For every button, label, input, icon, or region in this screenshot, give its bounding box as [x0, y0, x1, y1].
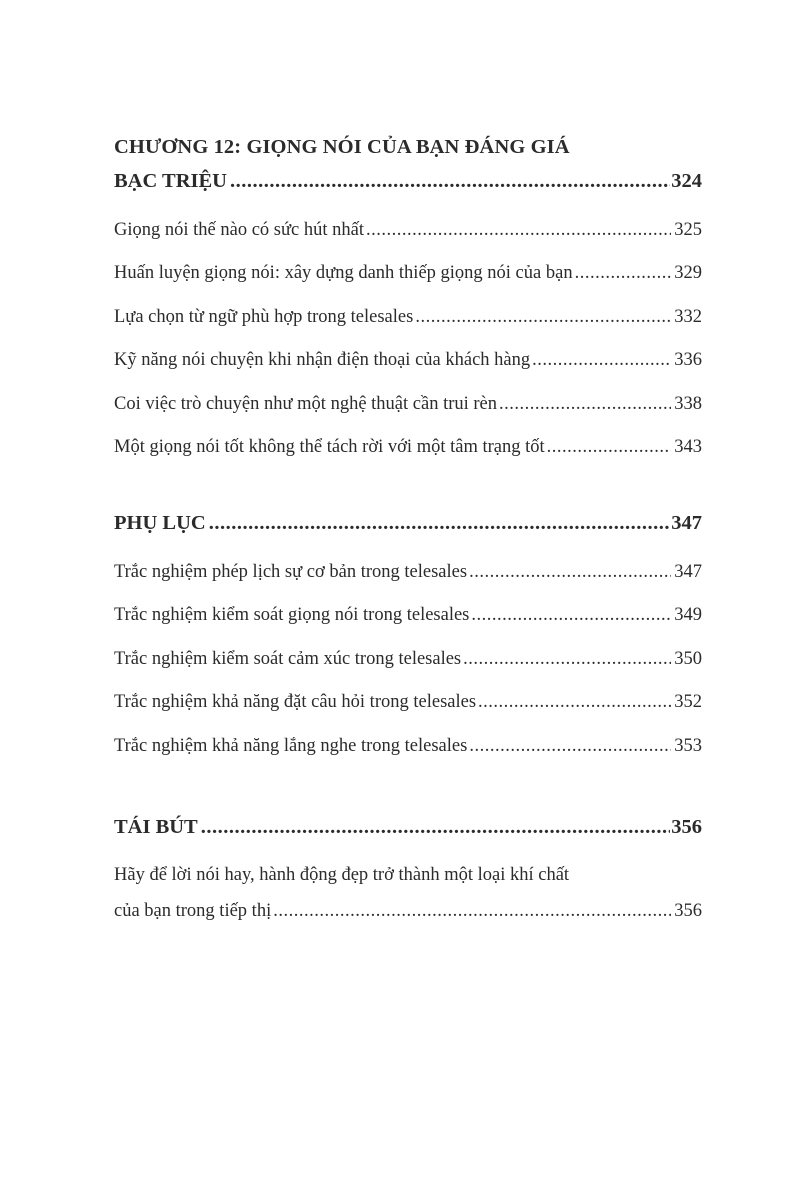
toc-entry-page: 325 — [674, 219, 702, 240]
section-heading: TÁI BÚT — [114, 816, 198, 838]
toc-entry-title: Trắc nghiệm khả năng lắng nghe trong telesales — [114, 735, 468, 756]
toc-entry — [114, 435, 702, 459]
toc-entry-page: 350 — [674, 648, 702, 669]
toc-entry-title: Lựa chọn từ ngữ phù hợp trong telesales — [114, 306, 414, 327]
postscript-section — [114, 810, 702, 929]
toc-entry — [114, 603, 702, 627]
dot-leader — [532, 348, 671, 372]
toc-entry-last-row — [114, 893, 702, 929]
toc-entry — [114, 261, 702, 285]
dot-leader — [366, 218, 671, 242]
toc-entry — [114, 690, 702, 714]
toc-entry-page: 353 — [674, 735, 702, 756]
dot-leader — [415, 305, 671, 329]
dot-leader — [471, 603, 671, 627]
dot-leader — [463, 647, 671, 671]
dot-leader — [478, 690, 671, 714]
chapter-heading-page: 324 — [671, 170, 702, 192]
toc-entry — [114, 348, 702, 372]
appendix-section — [114, 506, 702, 758]
toc-entry — [114, 392, 702, 416]
toc-entry-title: Trắc nghiệm kiểm soát giọng nói trong telesales — [114, 605, 470, 625]
dot-leader — [499, 392, 671, 416]
dot-leader — [209, 506, 671, 540]
toc-entry-title: Trắc nghiệm khả năng đặt câu hỏi trong telesales — [114, 692, 477, 712]
toc-entry-title: Trắc nghiệm kiểm soát cảm xúc trong telesales — [114, 648, 462, 669]
chapter-heading-line2: BẠC TRIỆU — [114, 170, 227, 192]
toc-entry — [114, 857, 702, 929]
section-heading-page: 347 — [671, 512, 702, 534]
section-heading-row — [114, 810, 702, 844]
dot-leader — [230, 164, 670, 198]
chapter-12-section — [114, 130, 702, 459]
toc-entry-page: 349 — [674, 605, 702, 625]
toc-entry-title: Giọng nói thế nào có sức hút nhất — [114, 219, 364, 240]
toc-entry-page: 347 — [674, 561, 702, 582]
toc-entry-page: 336 — [674, 350, 702, 370]
section-heading-row — [114, 506, 702, 540]
section-heading: PHỤ LỤC — [114, 512, 206, 534]
dot-leader — [575, 261, 672, 285]
dot-leader — [273, 893, 671, 929]
toc-entry-page: 343 — [674, 437, 702, 457]
section-heading-page: 356 — [671, 816, 702, 838]
toc-entry-title: Coi việc trò chuyện như một nghệ thuật cần trui rèn — [114, 393, 498, 414]
toc-entry-page: 352 — [674, 692, 702, 712]
toc-entry-page: 332 — [674, 306, 702, 327]
dot-leader — [547, 435, 672, 459]
toc-entry-title: Huấn luyện giọng nói: xây dựng danh thiếp giọng nói của bạn — [114, 263, 573, 283]
dot-leader — [469, 734, 671, 758]
toc-entry-page: 338 — [674, 393, 702, 414]
toc-entry-title: Một giọng nói tốt không thể tách rời với một tâm trạng tốt — [114, 437, 545, 457]
toc-entry — [114, 647, 702, 671]
toc-entry-title-line1: Hãy để lời nói hay, hành động đẹp trở thành một loại khí chất — [114, 865, 570, 885]
toc-entry-title: Trắc nghiệm phép lịch sự cơ bản trong telesales — [114, 561, 468, 582]
toc-entry — [114, 560, 702, 584]
toc-entry — [114, 218, 702, 242]
chapter-heading-line1: CHƯƠNG 12: GIỌNG NÓI CỦA BẠN ĐÁNG GIÁ — [114, 136, 570, 158]
toc-entry-title-line2: của bạn trong tiếp thị — [114, 901, 272, 921]
dot-leader — [469, 560, 671, 584]
chapter-heading-row — [114, 164, 702, 198]
dot-leader — [201, 810, 671, 844]
toc-entry-page: 329 — [674, 263, 702, 283]
toc-entry — [114, 305, 702, 329]
toc-entry-page: 356 — [674, 901, 702, 921]
toc-entry — [114, 734, 702, 758]
toc-entry-title: Kỹ năng nói chuyện khi nhận điện thoại của khách hàng — [114, 350, 531, 370]
